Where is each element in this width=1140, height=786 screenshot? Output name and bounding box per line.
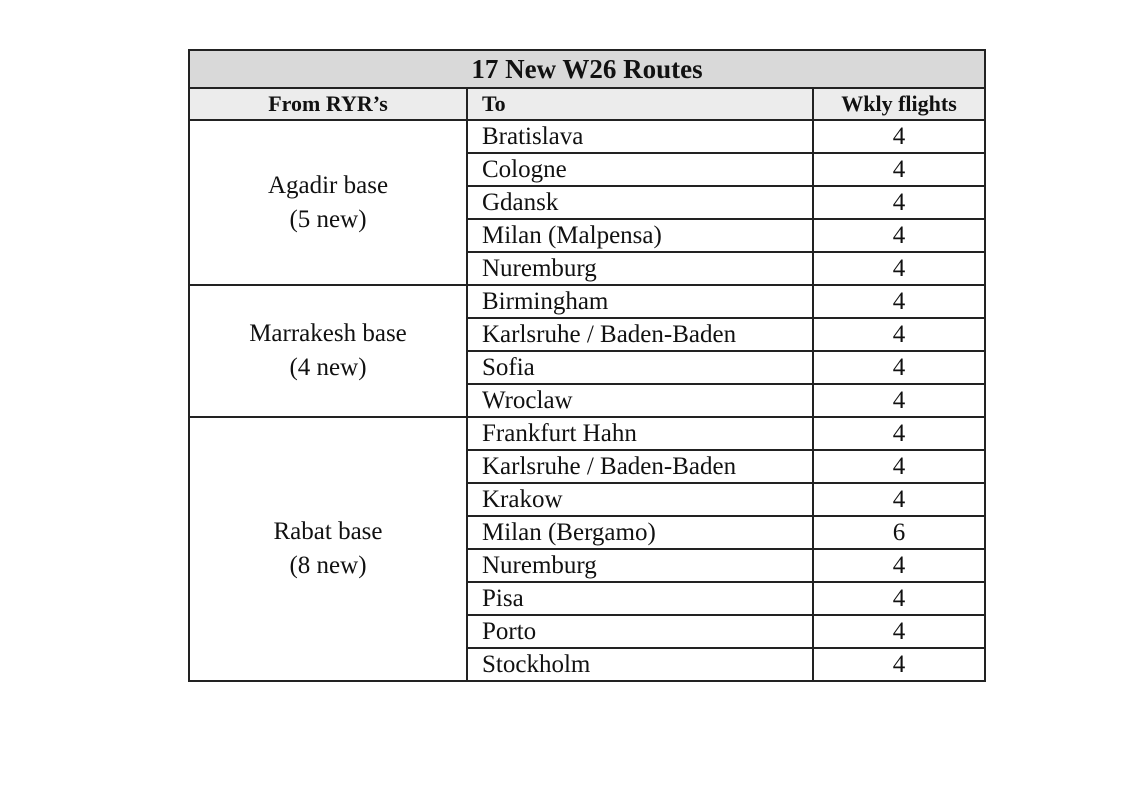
base-cell xyxy=(189,417,467,681)
destination-cell: Bratislava xyxy=(467,120,813,153)
destination-cell: Wroclaw xyxy=(467,384,813,417)
weekly-flights-cell: 4 xyxy=(813,252,985,285)
table-row xyxy=(189,120,985,153)
weekly-flights-cell: 4 xyxy=(813,450,985,483)
weekly-flights-cell: 4 xyxy=(813,318,985,351)
destination-cell: Karlsruhe / Baden-Baden xyxy=(467,318,813,351)
destination-cell: Karlsruhe / Baden-Baden xyxy=(467,450,813,483)
destination-cell: Nuremburg xyxy=(467,252,813,285)
weekly-flights-cell: 4 xyxy=(813,417,985,450)
weekly-flights-cell: 4 xyxy=(813,120,985,153)
base-name: Agadir base xyxy=(267,171,389,199)
weekly-flights-cell: 4 xyxy=(813,153,985,186)
weekly-flights-cell: 4 xyxy=(813,615,985,648)
column-header-weekly-flights: Wkly flights xyxy=(813,88,985,120)
table-row xyxy=(189,285,985,318)
base-cell xyxy=(189,120,467,285)
weekly-flights-cell: 6 xyxy=(813,516,985,549)
destination-cell: Milan (Malpensa) xyxy=(467,219,813,252)
weekly-flights-cell: 4 xyxy=(813,351,985,384)
weekly-flights-cell: 4 xyxy=(813,648,985,681)
destination-cell: Nuremburg xyxy=(467,549,813,582)
column-header-to: To xyxy=(467,88,813,120)
weekly-flights-cell: 4 xyxy=(813,285,985,318)
base-new-count: (4 new) xyxy=(289,354,367,381)
routes-table xyxy=(188,49,986,682)
weekly-flights-cell: 4 xyxy=(813,483,985,516)
base-cell xyxy=(189,285,467,417)
base-name: Rabat base xyxy=(273,518,383,545)
base-new-count: (8 new) xyxy=(289,552,367,579)
destination-cell: Sofia xyxy=(467,351,813,384)
destination-cell: Milan (Bergamo) xyxy=(467,516,813,549)
table-head xyxy=(189,50,985,120)
destination-cell: Birmingham xyxy=(467,285,813,318)
table-body xyxy=(189,120,985,681)
weekly-flights-cell: 4 xyxy=(813,384,985,417)
base-name: Marrakesh base xyxy=(249,320,407,347)
weekly-flights-cell: 4 xyxy=(813,549,985,582)
weekly-flights-cell: 4 xyxy=(813,582,985,615)
destination-cell: Pisa xyxy=(467,582,813,615)
destination-cell: Cologne xyxy=(467,153,813,186)
table-row xyxy=(189,417,985,450)
base-new-count: (5 new) xyxy=(289,205,367,233)
destination-cell: Krakow xyxy=(467,483,813,516)
weekly-flights-cell: 4 xyxy=(813,219,985,252)
destination-cell: Frankfurt Hahn xyxy=(467,417,813,450)
weekly-flights-cell: 4 xyxy=(813,186,985,219)
destination-cell: Gdansk xyxy=(467,186,813,219)
column-header-from: From RYR’s xyxy=(189,88,467,120)
title-row xyxy=(189,50,985,88)
table-title: 17 New W26 Routes xyxy=(189,50,985,88)
destination-cell: Porto xyxy=(467,615,813,648)
destination-cell: Stockholm xyxy=(467,648,813,681)
header-row xyxy=(189,88,985,120)
